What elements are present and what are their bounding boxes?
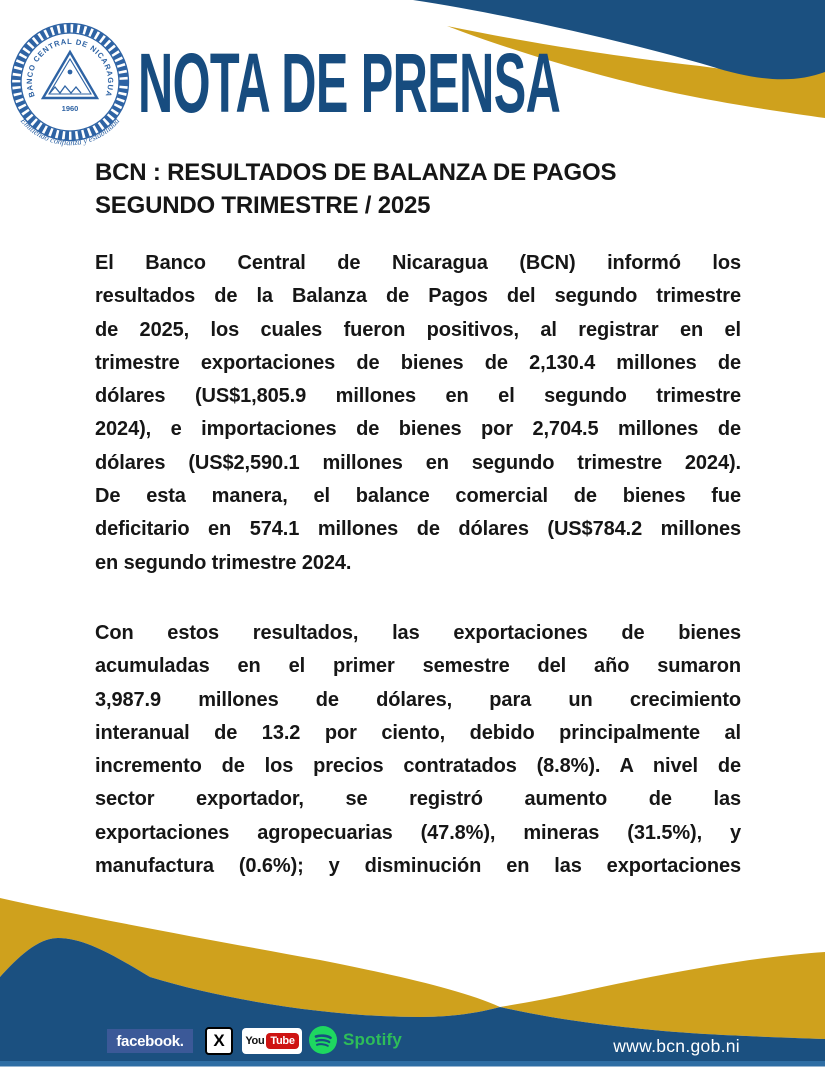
svg-text:BANCO CENTRAL DE NICARAGUA [25,37,115,99]
paragraph-line: deficitario en 574.1 millones de dólares (US$784.2 millones [95,518,741,541]
spotify-badge[interactable] [309,1026,402,1054]
document-title [95,156,741,222]
paragraph-line: acumuladas en el primer semestre del año sumaron [95,655,741,678]
bcn-seal [6,22,134,154]
document-title-line2: SEGUNDO TRIMESTRE / 2025 [95,192,431,219]
x-twitter-icon[interactable] [205,1027,233,1055]
paragraph-line: exportaciones agropecuarias (47.8%), mineras (31.5%), y [95,821,741,844]
sun-icon [68,70,73,75]
paragraph-line: manufactura (0.6%); y disminución en las exportaciones [95,855,741,878]
paragraph-line: interanual de 13.2 por ciento, debido principalmente al [95,721,741,744]
seal-ring-text: BANCO CENTRAL DE NICARAGUA [24,36,116,99]
paragraph-line: de 2025, los cuales fueron positivos, al registrar en el [95,318,741,341]
paragraph-line: resultados de la Balanza de Pagos del segundo trimestre [95,285,741,308]
paragraph-1 [95,247,741,580]
page-title: NOTA DE PRENSA [138,36,561,130]
seal-year: 1960 [61,104,79,113]
youtube-you-label: You [245,1035,265,1047]
volcanoes-icon [50,86,81,93]
seal-motto: Emitiendo confianza y estabilidad [18,116,122,148]
paragraph-line: en segundo trimestre 2024. [95,551,352,574]
paragraph-line: De esta manera, el balance comercial de bienes fue [95,485,741,508]
x-glyph: X [213,1031,225,1050]
paragraph-line: trimestre exportaciones de bienes de 2,130.4 millones de [95,351,741,374]
paragraph-line: El Banco Central de Nicaragua (BCN) informó los [95,252,741,274]
paragraph-line: sector exportador, se registró aumento de las [95,788,741,811]
paragraph-line: Con estos resultados, las exportaciones de bienes [95,622,741,644]
bcn-logo [6,22,134,154]
spotify-icon [309,1026,337,1054]
paragraph-line: dólares (US$2,590.1 millones en segundo trimestre 2024). [95,451,741,474]
footer-accent-strip [0,1061,825,1067]
facebook-label: facebook. [116,1032,184,1050]
paragraph-line: incremento de los precios contratados (8.8%). A nivel de [95,755,741,778]
website-url[interactable]: www.bcn.gob.ni [613,1036,740,1056]
document-title-line1: BCN : RESULTADOS DE BALANZA DE PAGOS [95,159,617,186]
facebook-badge[interactable] [107,1029,193,1053]
paragraph-line: dólares (US$1,805.9 millones en el segundo trimestre [95,385,741,408]
spotify-label: Spotify [343,1030,403,1049]
paragraph-line: 3,987.9 millones de dólares, para un crecimiento [95,688,741,711]
youtube-tube-label: Tube [266,1033,298,1049]
youtube-badge[interactable] [242,1028,302,1054]
paragraph-2 [95,617,741,883]
paragraph-line: 2024), e importaciones de bienes por 2,704.5 millones de [95,418,741,441]
